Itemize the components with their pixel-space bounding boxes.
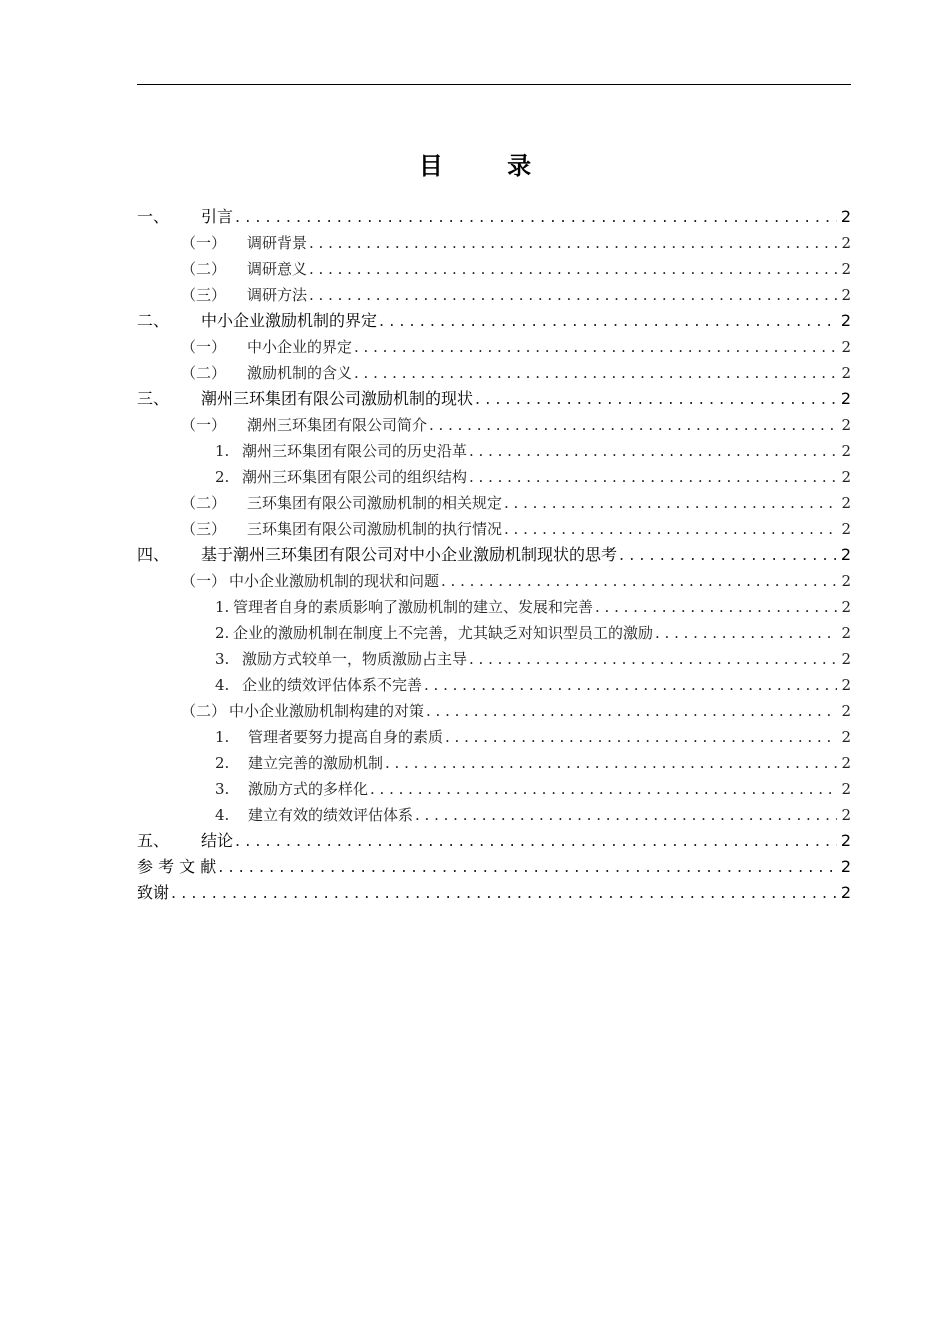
toc-entry[interactable] <box>215 594 851 620</box>
toc-entry[interactable] <box>137 542 851 568</box>
toc-entry[interactable] <box>181 490 851 516</box>
toc-entry-page: 2 <box>841 520 851 538</box>
toc-entry-title: 潮州三环集团有限公司的组织结构 <box>242 468 468 486</box>
toc-entry-number: 五、 <box>137 831 170 850</box>
toc-leader-dots <box>469 464 837 490</box>
toc-entry[interactable] <box>215 724 851 750</box>
toc-entry-page: 2 <box>841 728 851 746</box>
toc-leader-dots <box>309 282 837 308</box>
toc-entry-number: 3. <box>215 780 230 798</box>
toc-entry[interactable] <box>181 360 851 386</box>
toc-entry[interactable] <box>215 620 851 646</box>
toc-entry-title: 中小企业激励机制的界定 <box>201 311 378 330</box>
toc-entry-number: （一） <box>181 416 227 434</box>
toc-entry-number: 2. <box>215 754 230 772</box>
toc-entry-page: 2 <box>840 311 851 330</box>
toc-entry-page: 2 <box>841 780 851 798</box>
toc-entry-page: 2 <box>841 234 851 252</box>
toc-leader-dots <box>426 698 837 724</box>
toc-entry[interactable] <box>181 698 851 724</box>
toc-entry-page: 2 <box>841 260 851 278</box>
toc-entry-number: 4. <box>215 806 230 824</box>
toc-entry[interactable] <box>137 880 851 906</box>
toc-entry-title: 建立有效的绩效评估体系 <box>248 806 414 824</box>
toc-entry-page: 2 <box>841 468 851 486</box>
toc-leader-dots <box>309 256 837 282</box>
toc-entry-page: 2 <box>840 207 851 226</box>
toc-entry-page: 2 <box>841 494 851 512</box>
toc-entry-title: 管理者自身的素质影响了激励机制的建立、发展和完善 <box>233 598 594 616</box>
toc-title: 目 录 <box>418 151 560 180</box>
toc-entry-page: 2 <box>840 389 851 408</box>
toc-entry[interactable] <box>181 516 851 542</box>
toc-entry-title: 建立完善的激励机制 <box>248 754 384 772</box>
toc-entry-page: 2 <box>841 806 851 824</box>
toc-entry-page: 2 <box>840 545 851 564</box>
toc-entry-title: 调研意义 <box>247 260 308 278</box>
toc-leader-dots <box>354 334 837 360</box>
toc-entry-number: 2. <box>215 624 230 642</box>
toc-entry-page: 2 <box>841 286 851 304</box>
toc-entry-number: 2. <box>215 468 230 486</box>
toc-entry-number: 二、 <box>137 311 170 330</box>
toc-entry-title: 管理者要努力提高自身的素质 <box>248 728 444 746</box>
toc-leader-dots <box>309 230 837 256</box>
toc-entry[interactable] <box>215 750 851 776</box>
toc-entry-title: 致谢 <box>137 883 170 902</box>
toc-entry-title: 潮州三环集团有限公司简介 <box>247 416 428 434</box>
toc-entry[interactable] <box>137 204 851 230</box>
toc-entry-page: 2 <box>841 676 851 694</box>
toc-entry[interactable] <box>181 334 851 360</box>
toc-leader-dots <box>619 542 837 568</box>
header-rule <box>137 84 851 85</box>
toc-entry-page: 2 <box>841 702 851 720</box>
toc-entry[interactable] <box>215 776 851 802</box>
toc-entry-number: 1. <box>215 598 230 616</box>
toc-leader-dots <box>424 672 837 698</box>
toc-entry-number: （一） <box>181 572 227 590</box>
toc-entry[interactable] <box>137 854 851 880</box>
toc-entry-title: 企业的激励机制在制度上不完善，尤其缺乏对知识型员工的激励 <box>233 624 654 642</box>
toc-entry[interactable] <box>215 438 851 464</box>
toc-entry-page: 2 <box>841 624 851 642</box>
toc-entry-number: （二） <box>181 364 227 382</box>
toc-leader-dots <box>504 490 837 516</box>
toc-leader-dots <box>475 386 837 412</box>
toc-entry[interactable] <box>137 386 851 412</box>
toc-leader-dots <box>171 880 837 906</box>
toc-entry-title: 调研方法 <box>247 286 308 304</box>
toc-entry-page: 2 <box>841 598 851 616</box>
toc-leader-dots <box>469 438 837 464</box>
toc-entry-title: 潮州三环集团有限公司的历史沿革 <box>242 442 468 460</box>
toc-leader-dots <box>370 776 837 802</box>
toc-leader-dots <box>445 724 837 750</box>
toc-leader-dots <box>385 750 837 776</box>
toc-entry-number: 1. <box>215 442 230 460</box>
toc-entry-page: 2 <box>841 338 851 356</box>
toc-leader-dots <box>415 802 837 828</box>
toc-entry[interactable] <box>181 568 851 594</box>
toc-entry-number: （二） <box>181 702 227 720</box>
toc-entry-number: 4. <box>215 676 230 694</box>
toc-leader-dots <box>655 620 837 646</box>
toc-entry-page: 2 <box>840 831 851 850</box>
toc-leader-dots <box>218 854 837 880</box>
toc-entry-number: （三） <box>181 520 227 538</box>
toc-entry-title: 三环集团有限公司激励机制的相关规定 <box>247 494 503 512</box>
toc-entry-page: 2 <box>841 364 851 382</box>
toc-entry[interactable] <box>181 282 851 308</box>
toc-leader-dots <box>504 516 837 542</box>
toc-leader-dots <box>235 204 837 230</box>
toc-entry[interactable] <box>215 464 851 490</box>
toc-entry-title: 中小企业激励机制构建的对策 <box>229 702 425 720</box>
toc-entry[interactable] <box>215 802 851 828</box>
toc-entry-number: 一、 <box>137 207 170 226</box>
toc-entry[interactable] <box>215 672 851 698</box>
toc-entry[interactable] <box>137 828 851 854</box>
toc-entry-title: 激励机制的含义 <box>247 364 353 382</box>
toc-entry-number: （一） <box>181 234 227 252</box>
toc-entry[interactable] <box>137 308 851 334</box>
toc-entry-title: 企业的绩效评估体系不完善 <box>242 676 423 694</box>
toc-entry-number: 1. <box>215 728 230 746</box>
toc-entry-title: 调研背景 <box>247 234 308 252</box>
toc-leader-dots <box>429 412 837 438</box>
toc-entry-page: 2 <box>841 754 851 772</box>
toc-entry-title: 潮州三环集团有限公司激励机制的现状 <box>201 389 474 408</box>
toc-entry-number: （一） <box>181 338 227 356</box>
toc-leader-dots <box>441 568 837 594</box>
toc-entry-title: 结论 <box>201 831 234 850</box>
toc-entry[interactable] <box>181 256 851 282</box>
toc-entry-number: 3. <box>215 650 230 668</box>
toc-entry-page: 2 <box>841 416 851 434</box>
toc-entry-title: 引言 <box>201 207 234 226</box>
toc-entry[interactable] <box>181 412 851 438</box>
toc-leader-dots <box>354 360 837 386</box>
toc-entry[interactable] <box>181 230 851 256</box>
toc-entry-page: 2 <box>841 650 851 668</box>
toc-entry-number: 三、 <box>137 389 170 408</box>
toc-leader-dots <box>235 828 837 854</box>
toc-entry-page: 2 <box>840 857 851 876</box>
toc-entry-page: 2 <box>841 572 851 590</box>
toc-entry-page: 2 <box>840 883 851 902</box>
toc-entry-title: 基于潮州三环集团有限公司对中小企业激励机制现状的思考 <box>201 545 618 564</box>
toc-entry-title: 参 考 文 献 <box>137 857 217 876</box>
toc-entry[interactable] <box>215 646 851 672</box>
toc-entry-title: 激励方式较单一，物质激励占主导 <box>242 650 468 668</box>
toc-entry-title: 三环集团有限公司激励机制的执行情况 <box>247 520 503 538</box>
toc-entry-page: 2 <box>841 442 851 460</box>
toc-entry-number: （三） <box>181 286 227 304</box>
toc-entry-number: 四、 <box>137 545 170 564</box>
toc-leader-dots <box>379 308 837 334</box>
toc-leader-dots <box>595 594 837 620</box>
toc-entry-title: 激励方式的多样化 <box>248 780 369 798</box>
toc-leader-dots <box>469 646 837 672</box>
toc-entry-number: （二） <box>181 260 227 278</box>
toc-entry-title: 中小企业激励机制的现状和问题 <box>229 572 440 590</box>
toc-entry-number: （二） <box>181 494 227 512</box>
toc-entry-title: 中小企业的界定 <box>247 338 353 356</box>
